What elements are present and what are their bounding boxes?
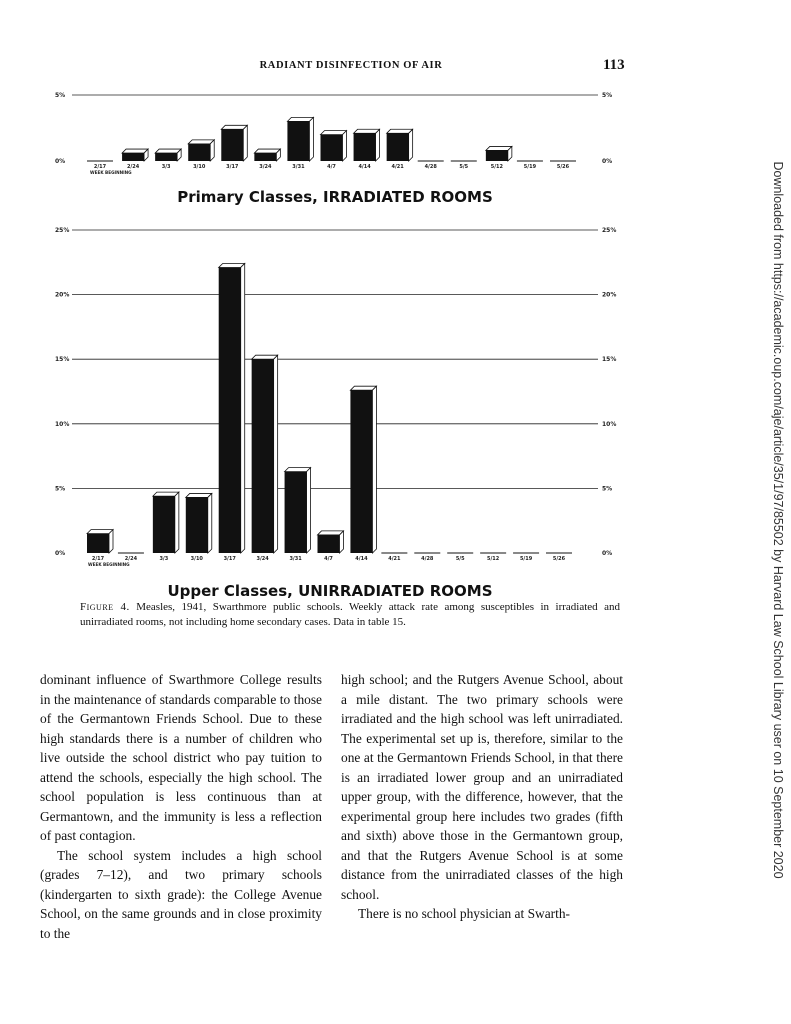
bar bbox=[186, 497, 208, 553]
paragraph: high school; and the Rutgers Avenue School, about a mile distant. The two primary schools were irradiated and the high school was left unirradiated. The experimental set up is, therefore, similar to the one at the Germantown Friends School, in that there is an irradiated lower group and an unirradiated upper group, with the difference, however, that the experimental group here includes two grades (fifth and sixth) above those in the Germantown group, and that the Rutgers Avenue School is at some distance from the unirradiated classes of the high school. bbox=[341, 672, 623, 902]
x-tick-label: 3/3 bbox=[159, 556, 169, 562]
body-column-left bbox=[40, 670, 322, 943]
x-tick-label: 5/12 bbox=[490, 164, 503, 170]
figure-caption-label: Figure 4. bbox=[80, 601, 130, 613]
x-tick-label: 4/21 bbox=[391, 164, 404, 170]
paragraph: dominant influence of Swarthmore College results in the maintenance of standards comparable to those of the Germantown Friends School. Due to these high standards there is a number of children who live outside the school district who pay tuition to attend the schools, especially the high school. The school population is less continuous than at Germantown, and the immunity is less a reflection of past contagion. bbox=[40, 672, 322, 843]
page-number: 113 bbox=[603, 57, 625, 73]
bar-side bbox=[376, 129, 380, 161]
x-tick-label: 2/17 bbox=[93, 164, 107, 170]
x-tick-label: 4/7 bbox=[327, 164, 336, 170]
chart-title: Upper Classes, UNIRRADIATED ROOMS bbox=[167, 582, 493, 600]
download-watermark: Downloaded from https://academic.oup.com/aje/article/35/1/97/85502 by Harvard Law School Library user on 10 September 2020 bbox=[771, 161, 785, 879]
bar bbox=[350, 390, 372, 553]
paragraph: The school system includes a high school (grades 7–12), and two primary schools (kindergarten to sixth grade): the College Avenue School, on the same grounds and in close proximity to the bbox=[40, 847, 322, 941]
bar-side bbox=[208, 493, 212, 553]
x-tick-label: 3/17 bbox=[223, 556, 236, 562]
y-tick-label-right: 0% bbox=[602, 158, 613, 165]
x-axis-label: WEEK BEGINNING bbox=[90, 170, 132, 175]
x-tick-label: 3/3 bbox=[161, 164, 171, 170]
bar-side bbox=[274, 355, 278, 553]
bar bbox=[321, 135, 343, 161]
chart-primary-irradiated bbox=[50, 85, 620, 210]
bar bbox=[87, 534, 109, 553]
running-head: RADIANT DISINFECTION OF AIR bbox=[259, 60, 443, 71]
x-tick-label: 3/31 bbox=[292, 164, 305, 170]
y-tick-label-left: 0% bbox=[55, 550, 66, 557]
bar-side bbox=[241, 263, 245, 553]
x-tick-label: 5/5 bbox=[455, 556, 465, 562]
x-tick-label: 5/12 bbox=[487, 556, 500, 562]
bar bbox=[387, 133, 409, 161]
x-tick-label: 5/19 bbox=[523, 164, 537, 170]
y-tick-label-right: 10% bbox=[602, 420, 617, 428]
bar bbox=[287, 121, 309, 161]
y-tick-label-right: 5% bbox=[602, 485, 613, 493]
body-column-right bbox=[341, 670, 623, 924]
x-tick-label: 5/19 bbox=[519, 556, 533, 562]
bar bbox=[221, 129, 243, 161]
x-tick-label: 4/14 bbox=[355, 556, 368, 562]
bar bbox=[153, 496, 175, 553]
y-tick-label-left: 5% bbox=[55, 92, 66, 99]
x-tick-label: 4/14 bbox=[358, 164, 371, 170]
bar bbox=[252, 359, 274, 553]
y-tick-label-left: 0% bbox=[55, 158, 66, 165]
bar bbox=[285, 472, 307, 553]
bar-side bbox=[343, 131, 347, 161]
x-tick-label: 5/26 bbox=[552, 556, 566, 562]
y-tick-label-right: 20% bbox=[602, 291, 617, 299]
y-tick-label-left: 5% bbox=[55, 485, 66, 493]
bar bbox=[155, 153, 177, 161]
figure-caption bbox=[80, 600, 620, 630]
bar-side bbox=[372, 386, 376, 553]
bar-side bbox=[175, 492, 179, 553]
bar-side bbox=[307, 468, 311, 553]
chart-title: Primary Classes, IRRADIATED ROOMS bbox=[177, 188, 493, 206]
figure-caption-text: Measles, 1941, Swarthmore public schools. Weekly attack rate among susceptibles in irradiated and unirradiated rooms, not including home secondary cases. Data in table 15. bbox=[80, 601, 621, 628]
bar-side bbox=[243, 125, 247, 161]
x-tick-label: 2/24 bbox=[126, 164, 140, 170]
bar bbox=[219, 267, 241, 553]
y-tick-label-left: 15% bbox=[55, 356, 70, 364]
y-tick-label-right: 5% bbox=[602, 92, 613, 99]
x-tick-label: 5/5 bbox=[459, 164, 469, 170]
x-tick-label: 4/7 bbox=[324, 556, 333, 562]
bar bbox=[188, 144, 210, 161]
x-tick-label: 3/24 bbox=[256, 556, 269, 562]
bar bbox=[254, 153, 276, 161]
x-tick-label: 4/28 bbox=[424, 164, 437, 170]
x-tick-label: 2/24 bbox=[124, 556, 138, 562]
x-axis-label: WEEK BEGINNING bbox=[88, 562, 130, 567]
bar bbox=[122, 153, 144, 161]
x-tick-label: 3/31 bbox=[289, 556, 302, 562]
bar bbox=[486, 150, 508, 161]
x-tick-label: 3/17 bbox=[226, 164, 239, 170]
x-tick-label: 3/10 bbox=[190, 556, 203, 562]
y-tick-label-right: 0% bbox=[602, 550, 613, 557]
paragraph: There is no school physician at Swarth- bbox=[358, 906, 570, 921]
bar-side bbox=[409, 129, 413, 161]
x-tick-label: 4/28 bbox=[421, 556, 434, 562]
bar-side bbox=[109, 530, 113, 553]
x-tick-label: 3/10 bbox=[193, 164, 206, 170]
y-tick-label-left: 20% bbox=[55, 291, 70, 299]
bar-side bbox=[340, 531, 344, 553]
y-tick-label-left: 10% bbox=[55, 420, 70, 428]
bar bbox=[354, 133, 376, 161]
y-tick-label-left: 25% bbox=[55, 227, 70, 234]
x-tick-label: 2/17 bbox=[91, 556, 105, 562]
y-tick-label-right: 25% bbox=[602, 227, 617, 234]
bar-side bbox=[210, 140, 214, 161]
x-tick-label: 3/24 bbox=[259, 164, 272, 170]
x-tick-label: 5/26 bbox=[556, 164, 570, 170]
bar-side bbox=[309, 117, 313, 161]
x-tick-label: 4/21 bbox=[388, 556, 401, 562]
chart-upper-unirradiated bbox=[50, 220, 620, 605]
bar bbox=[318, 535, 340, 553]
y-tick-label-right: 15% bbox=[602, 356, 617, 364]
